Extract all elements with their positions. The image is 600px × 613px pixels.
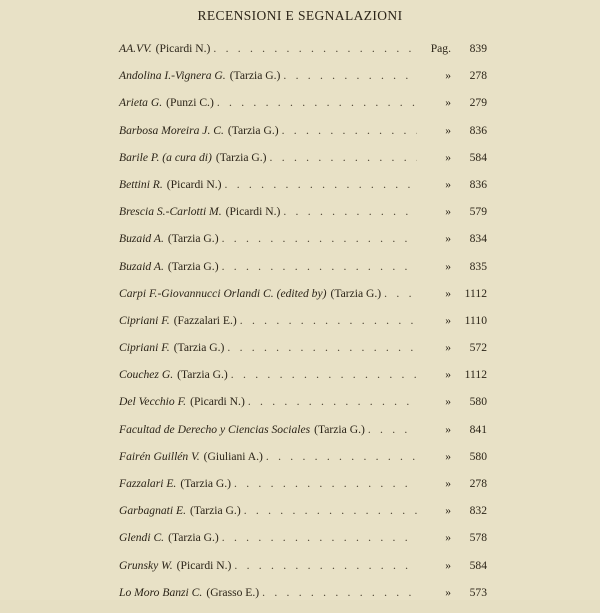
entry-page-prefix: »	[445, 259, 451, 273]
list-item	[119, 287, 487, 314]
list-item	[119, 124, 487, 151]
dot-leader	[231, 368, 417, 382]
entry-page-number: 578	[469, 531, 487, 545]
entry-reviewer: (Tarzia G.)	[227, 123, 279, 137]
entry-author: Del Vecchio F.	[119, 395, 187, 409]
list-item	[119, 260, 487, 287]
entry-page-number: 1112	[464, 286, 487, 300]
list-item	[119, 178, 487, 205]
list-item	[119, 368, 487, 395]
entry-author: Fazzalari E.	[119, 477, 177, 490]
dot-leader	[240, 314, 417, 328]
entry-reviewer: (Tarzia G.)	[180, 477, 232, 490]
entry-author: Barile P. (a cura di)	[119, 150, 212, 164]
entry-reviewer: (Tarzia G.)	[330, 286, 382, 300]
page-title: RECENSIONI E SEGNALAZIONI	[197, 8, 403, 23]
entry-author: Garbagnati E.	[119, 504, 186, 518]
entry-author: Andolina I.-Vignera G.	[119, 69, 226, 83]
entry-reviewer: (Tarzia G.)	[167, 232, 219, 246]
entry-page-prefix: »	[445, 585, 451, 599]
entry-page-number: 841	[469, 422, 487, 436]
entry-reviewer: (Tarzia G.)	[168, 531, 219, 545]
list-item	[119, 42, 487, 69]
entry-reviewer: (Fazzalari E.)	[173, 313, 237, 327]
entry-page-number: 573	[469, 585, 487, 599]
entry-page-number: 836	[469, 177, 487, 191]
entry-page-number: 579	[469, 205, 487, 219]
entry-author: Glendi C.	[119, 531, 165, 545]
dot-leader	[283, 205, 417, 219]
entry-page-prefix: »	[445, 395, 451, 409]
entry-page-prefix: »	[445, 341, 451, 355]
entry-page-prefix: Pag.	[430, 42, 451, 55]
entry-reviewer: (Giuliani A.)	[203, 449, 263, 463]
entry-reviewer: (Picardi N.)	[176, 558, 232, 572]
entry-author: Facultad de Derecho y Ciencias Sociales	[119, 422, 311, 436]
entry-reviewer: (Tarzia G.)	[177, 368, 228, 382]
dot-leader	[384, 287, 417, 301]
entry-page-prefix: »	[445, 422, 451, 436]
entry-author: AA.VV.	[119, 42, 152, 55]
entry-reviewer: (Tarzia G.)	[229, 69, 281, 83]
entry-page-prefix: »	[445, 558, 451, 572]
entry-reviewer: (Picardi N.)	[166, 177, 222, 191]
list-item	[119, 477, 487, 504]
entry-page-number: 835	[469, 259, 487, 273]
dot-leader	[222, 232, 417, 246]
entry-page-number: 584	[469, 558, 487, 572]
dot-leader	[262, 586, 417, 600]
list-item	[119, 69, 487, 96]
entry-page-number: 1112	[464, 368, 487, 382]
dot-leader	[266, 450, 417, 464]
entry-author: Carpi F.-Giovannucci Orlandi C. (edited by)	[119, 286, 327, 300]
entry-author: Couchez G.	[119, 368, 174, 382]
entry-page-number: 839	[469, 42, 487, 55]
list-item	[119, 504, 487, 531]
entry-author: Arieta G.	[119, 96, 163, 110]
list-item	[119, 96, 487, 123]
entry-page-prefix: »	[445, 96, 451, 110]
entry-page-prefix: »	[445, 504, 451, 518]
entry-page-number: 279	[469, 96, 487, 110]
entry-page-number: 572	[469, 341, 487, 355]
entry-reviewer: (Tarzia G.)	[190, 504, 241, 518]
entry-page-prefix: »	[445, 150, 451, 164]
entry-page-number: 584	[469, 150, 487, 164]
dot-leader	[234, 559, 417, 573]
list-item	[119, 559, 487, 586]
entry-author: Barbosa Moreira J. C.	[119, 123, 224, 137]
entry-page-prefix: »	[445, 232, 451, 246]
entry-page-prefix: »	[445, 205, 451, 219]
entry-page-prefix: »	[445, 177, 451, 191]
dot-leader	[227, 341, 417, 355]
list-item	[119, 205, 487, 232]
dot-leader	[225, 178, 417, 192]
list-item	[119, 586, 487, 613]
entry-page-prefix: »	[445, 368, 451, 382]
dot-leader	[213, 42, 417, 56]
entry-reviewer: (Punzi C.)	[166, 96, 214, 110]
entry-reviewer: (Picardi N.)	[155, 42, 211, 55]
dot-leader	[234, 477, 417, 491]
list-item	[119, 232, 487, 259]
entry-reviewer: (Grasso E.)	[206, 585, 260, 599]
dot-leader	[368, 423, 417, 437]
entry-page-number: 836	[469, 123, 487, 137]
entry-page-prefix: »	[445, 286, 451, 300]
dot-leader	[217, 96, 417, 110]
dot-leader	[283, 69, 417, 83]
entry-reviewer: (Tarzia G.)	[314, 422, 365, 436]
dot-leader	[222, 260, 417, 274]
entry-reviewer: (Picardi N.)	[190, 395, 245, 409]
entry-page-number: 580	[469, 449, 487, 463]
entry-author: Grunsky W.	[119, 558, 173, 572]
entry-reviewer: (Tarzia G.)	[215, 150, 267, 164]
dot-leader	[248, 395, 417, 409]
entry-page-prefix: »	[445, 313, 451, 327]
entry-author: Brescia S.-Carlotti M.	[119, 205, 222, 219]
entry-reviewer: (Tarzia G.)	[167, 259, 219, 273]
review-index-list	[119, 42, 487, 613]
list-item	[119, 450, 487, 477]
entry-page-prefix: »	[445, 477, 451, 490]
entry-page-prefix: »	[445, 531, 451, 545]
list-item	[119, 151, 487, 178]
entry-reviewer: (Tarzia G.)	[173, 341, 225, 355]
dot-leader	[222, 531, 417, 545]
entry-author: Cipriani F.	[119, 341, 170, 355]
entry-page-number: 832	[469, 504, 487, 518]
list-item	[119, 314, 487, 341]
entry-author: Lo Moro Banzi C.	[119, 585, 203, 599]
entry-page-number: 580	[469, 395, 487, 409]
entry-author: Cipriani F.	[119, 313, 170, 327]
dot-leader	[282, 124, 417, 138]
entry-author: Buzaid A.	[119, 259, 164, 273]
entry-page-prefix: »	[445, 449, 451, 463]
entry-page-number: 278	[469, 69, 487, 83]
dot-leader	[270, 151, 417, 165]
list-item	[119, 341, 487, 368]
list-item	[119, 531, 487, 558]
entry-page-number: 834	[469, 232, 487, 246]
entry-author: Buzaid A.	[119, 232, 164, 246]
dot-leader	[244, 504, 417, 518]
entry-page-number: 278	[469, 477, 487, 490]
entry-page-number: 1110	[464, 313, 487, 327]
entry-author: Bettini R.	[119, 177, 163, 191]
entry-page-prefix: »	[445, 69, 451, 83]
entry-page-prefix: »	[445, 123, 451, 137]
entry-author: Fairén Guillén V.	[119, 449, 200, 463]
list-item	[119, 395, 487, 422]
entry-reviewer: (Picardi N.)	[225, 205, 281, 219]
list-item	[119, 423, 487, 450]
